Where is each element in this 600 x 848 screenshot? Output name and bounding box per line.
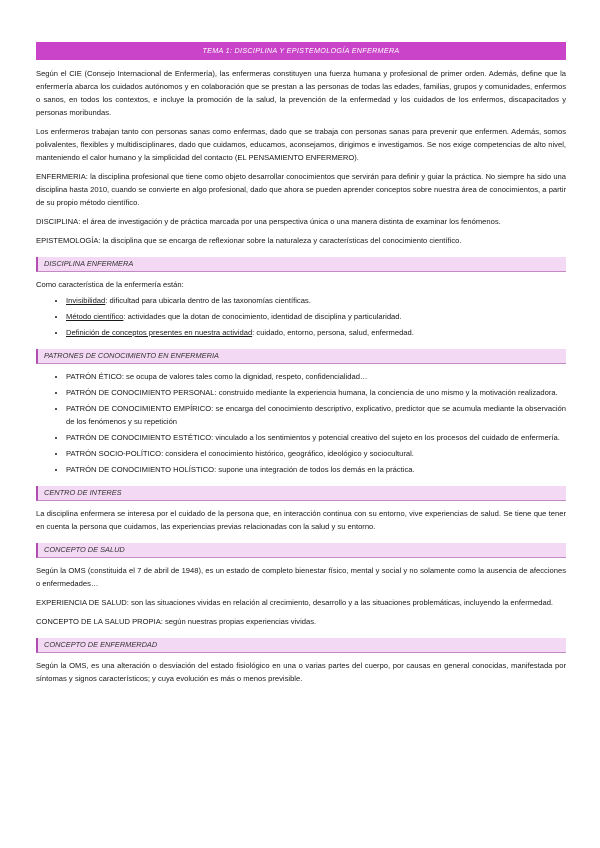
section-paragraph: Según la OMS, es una alteración o desviación del estado fisiológico en una o varias partes del cuerpo, por causas en general conocidas, manifestada por síntomas y signos característicos; y cuya evolución es más o menos previsible.	[36, 661, 566, 683]
section-paragraph: La disciplina enfermera se interesa por el cuidado de la persona que, en interacción continua con su entorno, vive experiencias de salud. Se tiene que tener en cuenta la persona que cuidamos, las experiencias previas relacionadas con la salud y su entorno.	[36, 509, 566, 531]
intro-paragraph: Según el CIE (Consejo Internacional de Enfermería), las enfermeras constituyen una fuerza humana y profesional de primer orden. Además, define que la enfermería abarca los cuidados autónomos y en colaboración que se prestan a las personas de todas las edades, familias, grupos y comunidades, enfermos o sanos, en todos los contextos, e incluye la promoción de la salud, la prevención de la enfermedad y los cuidados de los enfermos, discapacitados y personas moribundas.	[36, 69, 566, 117]
patterns-list	[36, 370, 566, 476]
item-text: : cuidado, entorno, persona, salud, enfermedad.	[252, 328, 414, 337]
list-item: • PATRÓN SOCIO-POLÍTICO: considera el conocimiento histórico, geográfico, ideológico y sociocultural.	[66, 447, 566, 460]
definition-enfermeria: ENFERMERIA: la disciplina profesional que tiene como objeto desarrollar conocimientos que servirán para definir y guiar la práctica. No siempre ha sido una disciplina hasta 2010, cuando se convierte en algo profesional, dado que ahora se pueden aprender conceptos sobre nuestra área de conocimientos, a partir de su propio método científico.	[36, 172, 566, 207]
section-heading-enfermedad: CONCEPTO DE ENFERMERDAD	[36, 638, 566, 653]
item-term: Método científico	[66, 312, 124, 321]
section-heading-centro: CENTRO DE INTERES	[36, 486, 566, 501]
list-item	[66, 294, 566, 307]
document-page	[36, 42, 566, 691]
list-item: • PATRÓN DE CONOCIMIENTO PERSONAL: construido mediante la experiencia humana, la conciencia de uno mismo y la motivación realizadora.	[66, 386, 566, 399]
list-item	[66, 326, 566, 339]
characteristics-list	[36, 294, 566, 339]
list-item	[66, 310, 566, 323]
definition-epistemologia: EPISTEMOLOGÍA: la disciplina que se encarga de reflexionar sobre la naturaleza y características del conocimiento científico.	[36, 236, 462, 245]
list-item: • PATRÓN DE CONOCIMIENTO EMPÍRICO: se encarga del conocimiento descriptivo, explicativo, predictor que se acumula mediante la observación de los fenómenos y su repetición	[66, 402, 566, 428]
list-item: • PATRÓN DE CONOCIMIENTO ESTÉTICO: vinculado a los sentimientos y potencial creativo del sujeto en los procesos del cuidado de enfermería.	[66, 431, 566, 444]
intro-paragraph: Los enfermeros trabajan tanto con personas sanas como enfermas, dado que se trabaja con personas sanas para prevenir que enfermen. Además, somos polivalentes, flexibles y multidisciplinares, dado que cuidamos, educamos, aconsejamos, dirigimos e investigamos. Se nos exige competencias de alto nivel, manteniendo el calor humano y la simplicidad del contacto (EL PENSAMIENTO ENFERMERO).	[36, 127, 566, 162]
section-paragraph: Según la OMS (constituida el 7 de abril de 1948), es un estado de completo bienestar físico, mental y social y no solamente como la ausencia de afecciones o enfermedades…	[36, 566, 566, 588]
definition-disciplina: DISCIPLINA: el área de investigación y de práctica marcada por una perspectiva única o una manera distinta de examinar los fenómenos.	[36, 217, 501, 226]
item-text: : actividades que la dotan de conocimiento, identidad de disciplina y particularidad.	[123, 312, 402, 321]
document-title: TEMA 1: DISCIPLINA Y EPISTEMOLOGÍA ENFERMERA	[36, 42, 566, 60]
section-heading-salud: CONCEPTO DE SALUD	[36, 543, 566, 558]
list-item: • PATRÓN ÉTICO: se ocupa de valores tales como la dignidad, respeto, confidencialidad…	[66, 370, 566, 383]
item-term: Invisibilidad	[66, 296, 106, 305]
section-paragraph: EXPERIENCIA DE SALUD: son las situaciones vividas en relación al crecimiento, desarrollo y a las situaciones problemáticas, incluyendo la enfermedad.	[36, 598, 554, 607]
section-lead: Como característica de la enfermería están:	[36, 280, 184, 289]
section-heading-patrones: PATRONES DE CONOCIMIENTO EN ENFERMERIA	[36, 349, 566, 364]
item-text: : dificultad para ubicarla dentro de las taxonomías científicas.	[105, 296, 311, 305]
section-paragraph: CONCEPTO DE LA SALUD PROPIA: según nuestras propias experiencias vividas.	[36, 617, 317, 626]
item-term: Definición de conceptos presentes en nuestra actividad	[66, 328, 253, 337]
section-heading-disciplina: DISCIPLINA ENFERMERA	[36, 257, 566, 272]
list-item: • PATRÓN DE CONOCIMIENTO HOLÍSTICO: supone una integración de todos los demás en la práctica.	[66, 463, 566, 476]
